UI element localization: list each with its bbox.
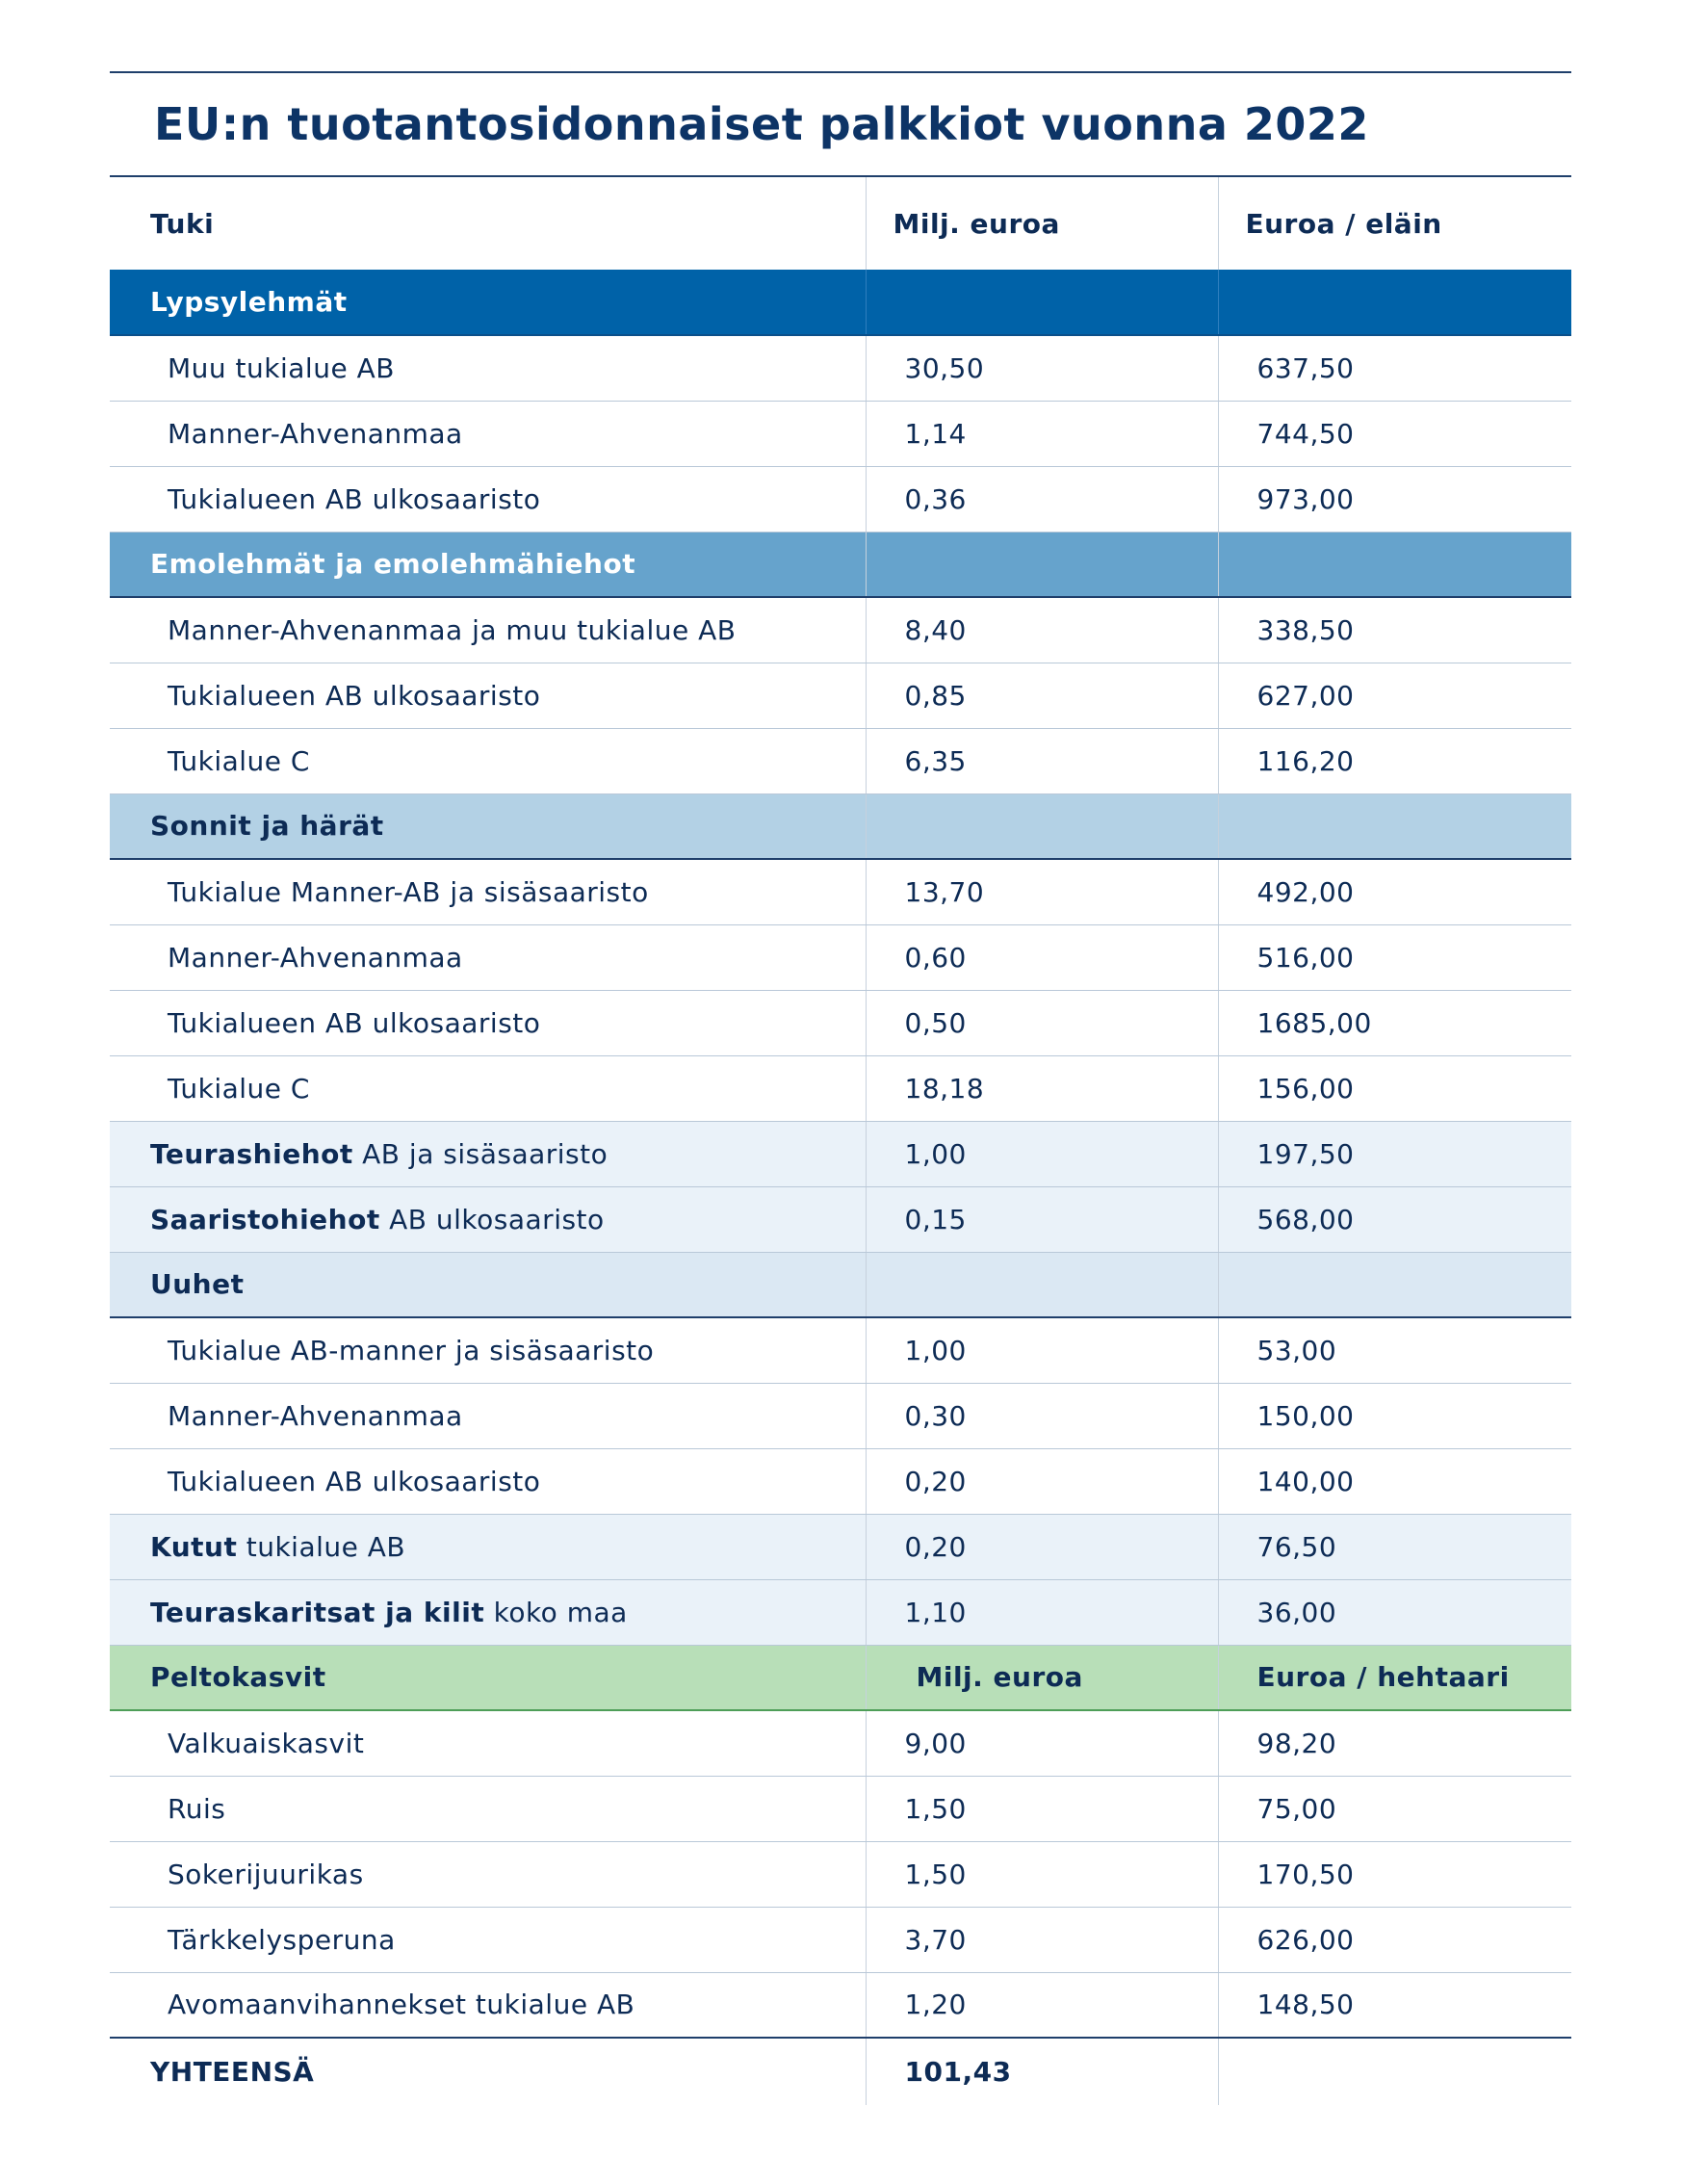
table-row: Manner-Ahvenanmaa ja muu tukialue AB 8,40 338,50 <box>110 597 1571 663</box>
group-row-uuhet <box>110 1252 1571 1317</box>
table-header-row <box>110 177 1571 270</box>
table-row: Muu tukialue AB 30,50 637,50 <box>110 335 1571 401</box>
group-label: Emolehmät ja emolehmähiehot <box>110 532 866 597</box>
total-label: YHTEENSÄ <box>110 2038 866 2105</box>
title-bar <box>110 71 1571 177</box>
table-row-teurashiehot: Teurashiehot AB ja sisäsaaristo 1,00 197,50 <box>110 1121 1571 1186</box>
table-sheet <box>110 71 1571 2105</box>
header-col-per-animal: Euroa / eläin <box>1218 177 1571 270</box>
table-row: Tukialue Manner-AB ja sisäsaaristo 13,70 492,00 <box>110 859 1571 924</box>
table-row: Tukialue AB-manner ja sisäsaaristo 1,00 53,00 <box>110 1317 1571 1383</box>
table-row: Avomaanvihannekset tukialue AB 1,20 148,50 <box>110 1972 1571 2038</box>
table-row-teuraskaritsat: Teuraskaritsat ja kilit koko maa 1,10 36,00 <box>110 1579 1571 1645</box>
table-row: Tukialueen AB ulkosaaristo 0,20 140,00 <box>110 1448 1571 1514</box>
subsidy-table <box>110 177 1571 2105</box>
table-row: Tukialueen AB ulkosaaristo 0,50 1685,00 <box>110 990 1571 1055</box>
total-value: 101,43 <box>866 2038 1218 2105</box>
table-row: Manner-Ahvenanmaa 0,30 150,00 <box>110 1383 1571 1448</box>
pelto-col-per-hectare: Euroa / hehtaari <box>1218 1645 1571 1710</box>
table-row: Ruis 1,50 75,00 <box>110 1776 1571 1841</box>
table-row: Sokerijuurikas 1,50 170,50 <box>110 1841 1571 1907</box>
group-row-sonnit <box>110 793 1571 859</box>
table-row-saaristohiehot: Saaristohiehot AB ulkosaaristo 0,15 568,00 <box>110 1186 1571 1252</box>
group-label: Sonnit ja härät <box>110 793 866 859</box>
table-row: Tukialueen AB ulkosaaristo 0,36 973,00 <box>110 466 1571 532</box>
group-row-peltokasvit <box>110 1645 1571 1710</box>
table-row: Tärkkelysperuna 3,70 626,00 <box>110 1907 1571 1972</box>
table-row: Valkuaiskasvit 9,00 98,20 <box>110 1710 1571 1776</box>
group-row-emolehmat <box>110 532 1571 597</box>
table-row: Manner-Ahvenanmaa 1,14 744,50 <box>110 401 1571 466</box>
group-label: Lypsylehmät <box>110 270 866 335</box>
table-row-kutut: Kutut tukialue AB 0,20 76,50 <box>110 1514 1571 1579</box>
group-label: Peltokasvit <box>110 1645 866 1710</box>
table-row: Tukialue C 18,18 156,00 <box>110 1055 1571 1121</box>
pelto-col-milj: Milj. euroa <box>866 1645 1218 1710</box>
page-title: EU:n tuotantosidonnaiset palkkiot vuonna 2022 <box>154 98 1369 150</box>
header-col-milj: Milj. euroa <box>866 177 1218 270</box>
group-label: Uuhet <box>110 1252 866 1317</box>
group-row-lypsylehmat <box>110 270 1571 335</box>
table-row: Manner-Ahvenanmaa 0,60 516,00 <box>110 924 1571 990</box>
table-row: Tukialue C 6,35 116,20 <box>110 728 1571 793</box>
total-row <box>110 2038 1571 2105</box>
header-col-tuki: Tuki <box>150 207 215 240</box>
table-row: Tukialueen AB ulkosaaristo 0,85 627,00 <box>110 663 1571 728</box>
